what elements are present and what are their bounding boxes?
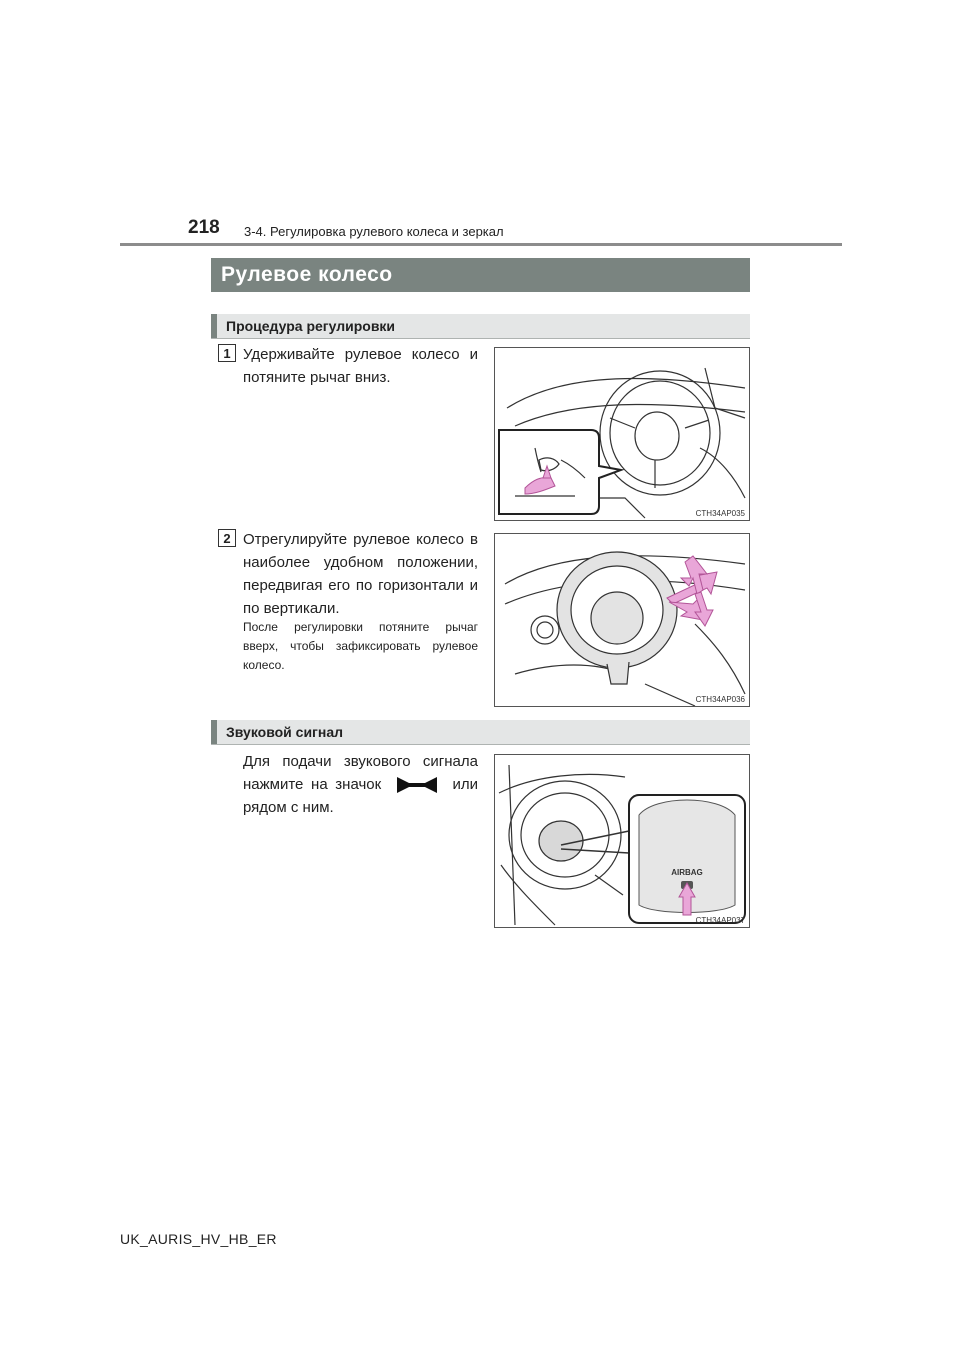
figure-steering-adjust [494,533,750,707]
subheading-rule [211,338,750,339]
document-id: UK_AURIS_HV_HB_ER [120,1231,277,1247]
page-number: 218 [188,217,220,238]
step-1-text: Удерживайте рулевое колесо и потяните рычаг вниз. [243,346,478,386]
step-2-text: Отрегулируйте рулевое колесо в наиболее удобном положении, передвигая его по горизонтали и по вертикали. [243,531,478,617]
horn-text [243,750,478,819]
section-title: Рулевое колесо [211,258,750,292]
steering-adjust-illustration [495,534,749,706]
subheading-horn: Звуковой сигнал [211,720,750,744]
horn-illustration [495,755,749,927]
subheading-rule [211,744,750,745]
figure-steering-lever [494,347,750,521]
step-2-note: После регулировки потяните рычаг вверх, чтобы зафиксировать рулевое колесо. [243,620,478,672]
running-title: 3-4. Регулировка рулевого колеса и зеркал [244,224,504,239]
horn-icon [395,775,439,795]
figure-horn [494,754,750,928]
horn-text-after: или рядом с ним. [243,776,478,816]
figure-code: CTH34AP037 [695,916,745,925]
figure-code: CTH34AP035 [695,509,745,518]
header-divider [120,243,842,246]
step-2-number: 2 [218,529,236,547]
steering-lever-illustration [495,348,749,520]
airbag-label: AIRBAG [671,868,703,877]
step-1-number: 1 [218,344,236,362]
figure-code: CTH34AP036 [695,695,745,704]
subheading-adjustment: Процедура регулировки [211,314,750,338]
horn-text-before: Для подачи звукового сигнала нажмите на значок [243,753,478,793]
